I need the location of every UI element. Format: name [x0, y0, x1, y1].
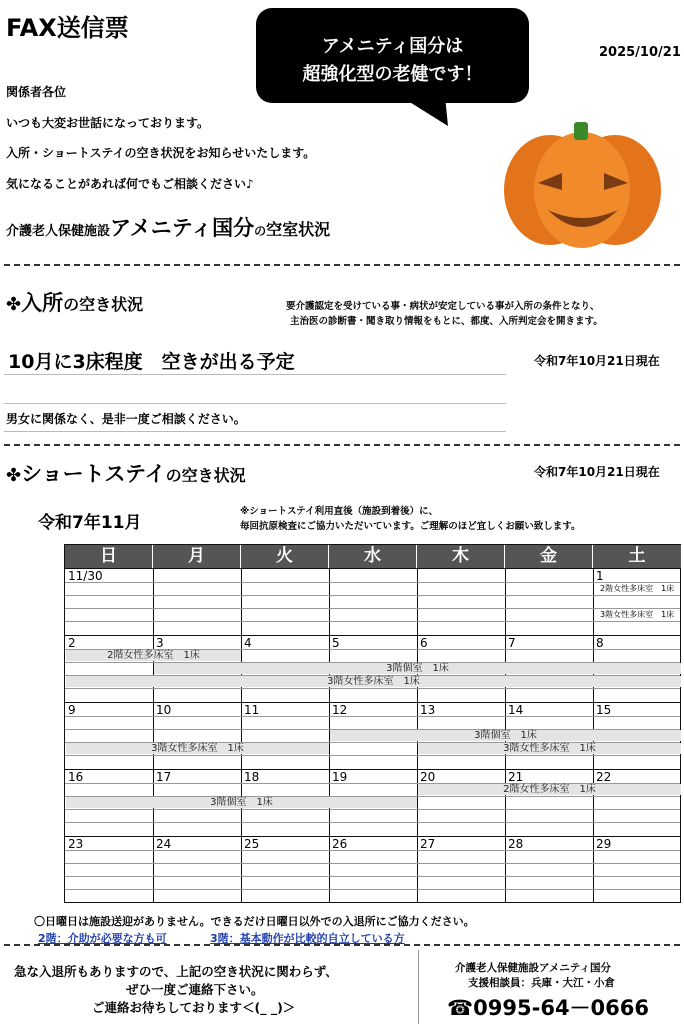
day-number: 21	[508, 770, 524, 784]
bubble-line-2: 超強化型の老健です！	[302, 64, 483, 85]
heading-mid: の	[254, 224, 267, 238]
phone-number-text: 0995-64－0666	[473, 996, 650, 1020]
day-number: 2	[68, 636, 76, 650]
row-line	[65, 595, 680, 596]
contact-message-3: ご連絡お待ちしております＜(_ _)＞	[92, 1000, 296, 1015]
staff-names: 支援相談員：兵庫・大江・小倉	[468, 977, 615, 989]
divider-1	[4, 264, 680, 266]
day-number: 10	[156, 703, 172, 717]
day-number: 3	[156, 636, 164, 650]
day-number: 9	[68, 703, 76, 717]
day-number: 25	[244, 837, 260, 851]
day-number: 18	[244, 770, 260, 784]
ruled-line	[4, 431, 506, 432]
short-stay-title	[6, 458, 246, 488]
day-number: 13	[420, 703, 436, 717]
day-number: 11	[244, 703, 260, 717]
footer-separator	[418, 950, 419, 1024]
calendar-month: 令和7年11月	[38, 513, 142, 533]
sunday-notice: 〇日曜日は施設送迎がありません。できるだけ日曜日以外での入退所にご協力ください。	[34, 915, 475, 928]
vacancy-bar: 2階女性多床室 1床	[418, 784, 681, 795]
vacancy-bar: 3階個室 1床	[154, 663, 681, 674]
vacancy-bar: 3階個室 1床	[66, 797, 417, 808]
greeting-line-1: 関係者各位	[6, 85, 67, 99]
nov1-vacancy-note: 3階女性多床室 1床	[600, 610, 675, 619]
admission-title-rest: の空き状況	[63, 295, 144, 314]
day-number: 15	[596, 703, 612, 717]
row-line	[65, 582, 680, 583]
day-number: 6	[420, 636, 428, 650]
pumpkin-icon	[500, 118, 665, 248]
week-line	[65, 568, 680, 569]
divider-3	[4, 944, 680, 946]
day-number: 8	[596, 636, 604, 650]
short-stay-title-main: ショートステイ	[21, 462, 166, 486]
day-number: 23	[68, 837, 84, 851]
day-number: 29	[596, 837, 612, 851]
day-number: 28	[508, 837, 524, 851]
ruled-line	[4, 403, 506, 404]
day-number: 17	[156, 770, 172, 784]
short-stay-title-rest: の空き状況	[165, 466, 246, 485]
day-number: 14	[508, 703, 524, 717]
clover-icon: ✤	[6, 294, 22, 315]
clover-icon: ✤	[6, 465, 22, 486]
day-number: 16	[68, 770, 84, 784]
vacancy-bar: 3階女性多床室 1床	[418, 743, 681, 754]
weekday-header: 火	[241, 545, 329, 568]
greeting-line-4: 気になることがあれば何でもご相談ください♪	[6, 177, 254, 191]
heading-prefix: 介護老人保健施設	[6, 224, 111, 239]
day-number: 7	[508, 636, 516, 650]
short-stay-note-1: ※ショートステイ利用直後（施設到着後）に、	[240, 506, 439, 517]
admission-title	[6, 287, 143, 317]
day-number: 19	[332, 770, 348, 784]
phone-number	[447, 992, 649, 1022]
row-line	[65, 809, 680, 810]
day-number: 22	[596, 770, 612, 784]
day-number: 20	[420, 770, 436, 784]
short-stay-as-of: 令和7年10月21日現在	[534, 465, 660, 479]
day-number: 24	[156, 837, 172, 851]
row-line	[65, 863, 680, 864]
admission-note-1: 要介護認定を受けている事・病状が安定している事が入所の条件となり、	[286, 301, 600, 312]
weekday-header: 月	[153, 545, 241, 568]
weekday-header: 土	[593, 545, 681, 568]
heading-facility-name: アメニティ国分	[110, 216, 255, 240]
vacancy-bar: 3階女性多床室 1床	[66, 676, 681, 687]
vacancy-bar: 2階女性多床室 1床	[66, 650, 241, 661]
day-number: 27	[420, 837, 436, 851]
day-number: 4	[244, 636, 252, 650]
weekday-header: 木	[417, 545, 505, 568]
fax-title: FAX送信票	[6, 14, 129, 42]
day-number: 26	[332, 837, 348, 851]
speech-bubble-tail	[400, 96, 460, 131]
day-number: 12	[332, 703, 348, 717]
ruled-line	[4, 374, 506, 375]
admission-status: 10月に3床程度 空きが出る予定	[8, 351, 295, 373]
weekday-header: 金	[505, 545, 593, 568]
row-line	[65, 822, 680, 823]
divider-2	[4, 444, 680, 446]
row-line	[65, 876, 680, 877]
floor3-note: 3階：基本動作が比較的自立している方	[210, 932, 405, 945]
weekday-header: 水	[329, 545, 417, 568]
admission-note-2: 主治医の診断書・聞き取り情報をもとに、都度、入所判定会を開きます。	[290, 316, 603, 327]
row-line	[65, 688, 680, 689]
short-stay-note-2: 毎回抗原検査にご協力いただいています。ご理解のほど宜しくお願い致します。	[240, 521, 581, 532]
row-line	[65, 621, 680, 622]
admission-message: 男女に関係なく、是非一度ご相談ください。	[6, 412, 246, 426]
admission-as-of: 令和7年10月21日現在	[534, 354, 660, 368]
vacancy-heading	[6, 212, 330, 242]
document-date: 2025/10/21	[599, 45, 681, 60]
contact-message-2: ぜひ一度ご連絡下さい。	[126, 982, 264, 997]
floor2-note: 2階：介助が必要な方も可	[38, 932, 167, 945]
facility-name: 介護老人保健施設アメニティ国分	[455, 962, 612, 974]
weekday-header: 日	[65, 545, 153, 568]
phone-icon: ☎	[447, 996, 474, 1020]
row-line	[65, 755, 680, 756]
contact-message-1: 急な入退所もありますので、上記の空き状況に関わらず、	[14, 964, 338, 979]
row-line	[65, 889, 680, 890]
greeting-line-3: 入所・ショートステイの空き状況をお知らせいたします。	[6, 146, 316, 160]
vacancy-bar: 3階個室 1床	[330, 730, 681, 741]
day-number: 11/30	[68, 569, 103, 583]
column-line	[153, 568, 154, 902]
column-line	[241, 568, 242, 902]
day-number: 1	[596, 569, 604, 583]
bubble-line-1: アメニティ国分は	[321, 36, 464, 57]
heading-suffix: 空室状況	[266, 220, 331, 239]
nov1-vacancy-note: 2階女性多床室 1床	[600, 584, 675, 593]
row-line	[65, 608, 680, 609]
admission-title-main: 入所	[21, 291, 64, 315]
day-number: 5	[332, 636, 340, 650]
vacancy-calendar	[64, 544, 681, 903]
vacancy-bar: 3階女性多床室 1床	[66, 743, 329, 754]
greeting-line-2: いつも大変お世話になっております。	[6, 116, 210, 130]
